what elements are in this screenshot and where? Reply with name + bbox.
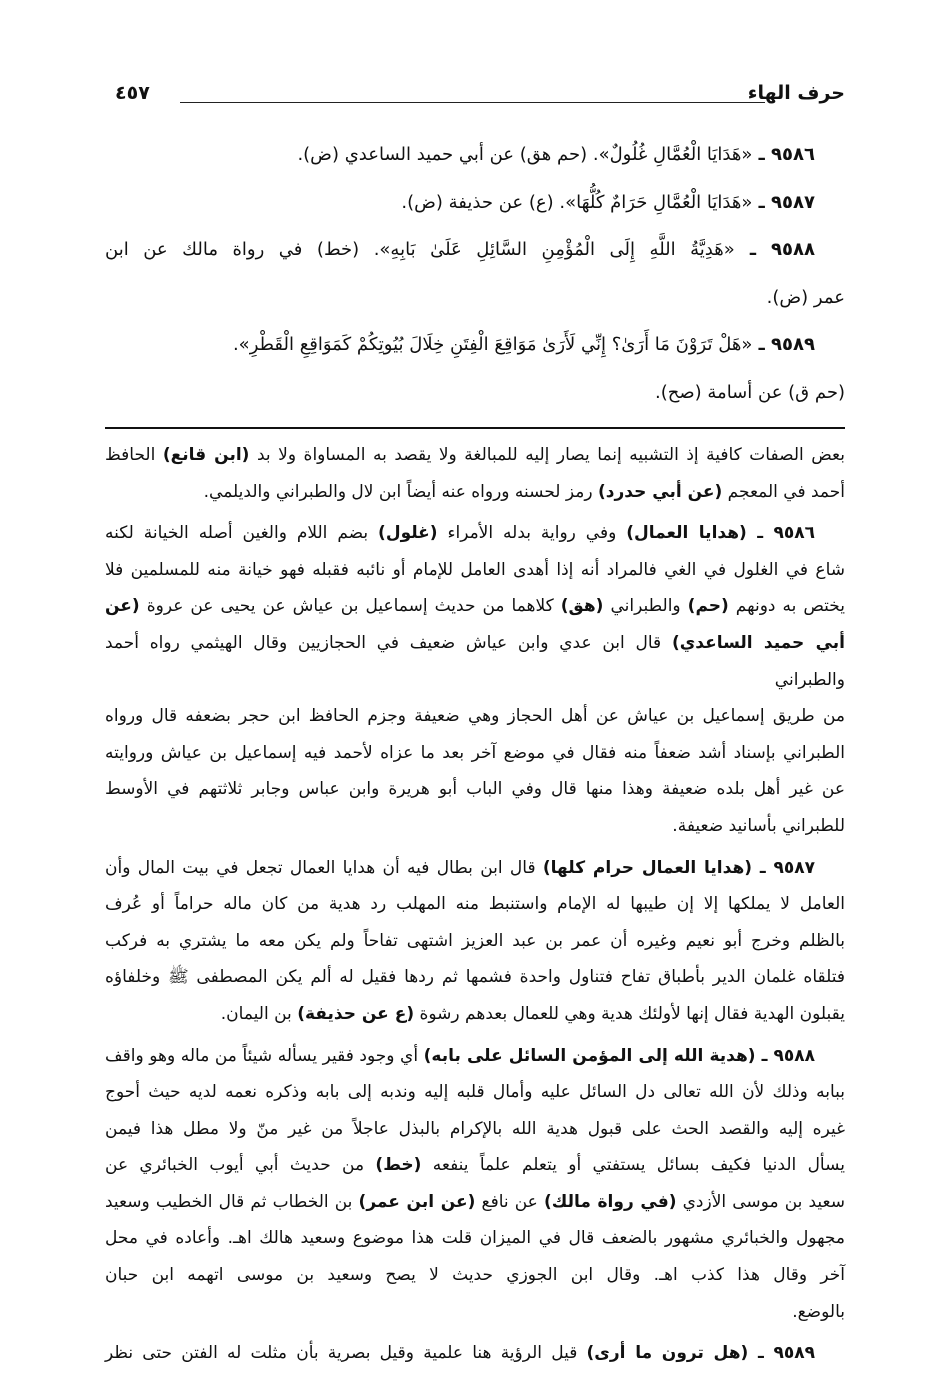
text-segment: عمر (ض). xyxy=(766,286,845,308)
text-line xyxy=(105,850,845,887)
text-segment: من حديث أبي أيوب الخبائري عن xyxy=(105,1155,376,1176)
text-segment: قيل الرؤية هنا علمية وقيل بصرية بأن مثلت له الفتن حتى نظر xyxy=(105,1343,587,1364)
text-segment: آخر وقال هذا كذب اهـ. وقال ابن الجوزي حديث لا يصح وسعيد بن موسى اتهمه ابن حبان xyxy=(105,1265,845,1286)
text-segment: بضم اللام والغين أصله الخيانة لكنه xyxy=(105,523,379,544)
text-segment: رمز لحسنه ورواه عنه أيضاً ابن لال والطبراني والديلمي. xyxy=(203,481,598,502)
text-segment: أحمد في المعجم xyxy=(722,481,845,502)
text-segment: شاع في الغلول في الغي فالمراد أنه إذا أهدى العامل للإمام أو نائبه فقبله فهو خيانة منه للمسلمين فلا xyxy=(105,559,845,580)
bold-text-segment: ٩٥٨٧ ـ xyxy=(752,191,815,213)
text-line xyxy=(105,1038,845,1075)
hadith-entry xyxy=(105,131,845,179)
text-line xyxy=(105,1294,845,1331)
commentary-paragraph xyxy=(105,515,845,844)
text-segment: مجهول والخبائري مشهور بالضعف قال في الميزان قلت هذا موضوع وسعيد هالك اهـ. وأعاده في محل xyxy=(105,1228,845,1249)
bold-text-segment: (ع عن حذيفة) xyxy=(297,1003,415,1024)
text-line xyxy=(105,179,845,227)
text-line xyxy=(105,588,845,625)
text-segment: ببابه وذلك لأن الله تعالى دل السائل عليه وأمال قلبه إليه وندبه إلى بابه وذكره نعمه لديه حيث أحوج xyxy=(105,1082,845,1103)
hadith-entry xyxy=(105,179,845,227)
commentary-paragraph xyxy=(105,1038,845,1331)
running-title: حرف الهاء xyxy=(747,82,845,104)
text-line xyxy=(105,131,845,179)
bold-text-segment: ٩٥٨٦ ـ (هدايا العمال) xyxy=(626,523,815,544)
text-segment: سعيد بن موسى الأزدي xyxy=(676,1191,845,1212)
commentary-section xyxy=(105,437,845,1372)
text-segment: يختص به دونهم xyxy=(728,596,846,617)
bold-text-segment: (عن ابن عمر) xyxy=(358,1191,476,1212)
text-segment: «هَلْ تَرَوْنَ مَا أَرَىٰ؟ إِنِّي لَأَرَىٰ مَوَاقِعَ الْفِتَنِ خِلَالَ بُيُوتِكُمْ كَمَوَاقِعِ الْقَطْرِ». xyxy=(232,334,753,355)
text-line xyxy=(105,437,845,474)
text-line xyxy=(105,771,845,808)
bold-text-segment: (حم) xyxy=(687,596,729,617)
bold-text-segment: (في رواة مالك) xyxy=(543,1191,677,1212)
text-segment: «هَدَايَا الْعُمَّالِ غُلُولٌ». (حم هق) عن أبي حميد الساعدي (ض). xyxy=(297,144,753,165)
bold-text-segment: ٩٥٨٧ ـ (هدايا العمال حرام كلها) xyxy=(542,857,815,878)
bold-text-segment: (ابن قانع) xyxy=(162,445,250,465)
text-line xyxy=(105,1074,845,1111)
text-line xyxy=(105,698,845,735)
text-line xyxy=(105,1335,845,1372)
text-segment: غيره إليه والقصد الحث على قبول هدية الله بالإكرام بالبذل عاجلاً من غير منّ ولا مطل هذا فيمن xyxy=(105,1118,845,1139)
text-line xyxy=(105,552,845,589)
text-segment: الحافظ xyxy=(105,445,163,465)
text-line xyxy=(105,625,845,698)
text-line xyxy=(105,474,845,511)
bold-text-segment: (عن xyxy=(105,596,140,617)
page-header xyxy=(105,82,845,112)
footnote-separator xyxy=(105,427,845,429)
text-line xyxy=(105,735,845,772)
bold-text-segment: ٩٥٨٩ ـ xyxy=(752,334,815,355)
text-segment: «هَدَايَا الْعُمَّالِ حَرَامٌ كُلُّهَا». (ع) عن حذيفة (ض). xyxy=(401,191,753,213)
text-line xyxy=(105,226,845,274)
text-line xyxy=(105,923,845,960)
text-line xyxy=(105,959,845,996)
bold-text-segment: ٩٥٨٩ ـ (هل ترون ما أرى) xyxy=(586,1343,815,1364)
text-segment: العامل لا يملكها إلا إن طيبها له الإمام واستنبط منه المهلب رد هدية من كان ماله حراماً أو عُرف xyxy=(105,894,845,915)
commentary-paragraph xyxy=(105,1335,845,1372)
text-segment: يسأل الدنيا فكيف بسائل يستفتي أو يتعلم علماً ينفعه xyxy=(421,1155,845,1176)
bold-text-segment: (عن أبي حدرد) xyxy=(598,481,723,502)
text-segment: عن نافع xyxy=(475,1191,544,1212)
bold-text-segment: (هق) xyxy=(560,596,604,617)
text-line xyxy=(105,515,845,552)
text-segment: بالوضع. xyxy=(792,1301,845,1322)
hadith-text-section xyxy=(105,131,845,416)
text-segment: بعض الصفات كافية إذ التشبيه إنما يصار إليه للمبالغة ولا يقصد به المساواة ولا بد xyxy=(249,445,845,465)
text-segment: بن الخطاب ثم قال الخطيب وسعيد xyxy=(105,1191,359,1212)
text-line xyxy=(105,321,845,369)
text-segment: للطبراني بأسانيد ضعيفة. xyxy=(672,815,845,836)
text-line xyxy=(105,996,845,1033)
text-line xyxy=(105,1257,845,1294)
text-segment: «هَدِيَّةُ اللَّهِ إِلَى الْمُؤْمِنِ السَّائِلِ عَلَىٰ بَابِهِ». (خط) في رواة مالك عن ابن xyxy=(105,239,735,260)
hadith-entry xyxy=(105,226,845,321)
commentary-paragraph xyxy=(105,437,845,510)
hadith-entry xyxy=(105,321,845,416)
text-line xyxy=(105,1147,845,1184)
text-segment: (حم ق) عن أسامة (صح). xyxy=(655,381,845,403)
text-segment: والطبراني xyxy=(603,596,688,617)
text-line xyxy=(105,1184,845,1221)
text-segment: يقبلون الهدية فقال إنها لأولئك هدية وهي للعمال بعدهم رشوة xyxy=(414,1003,845,1024)
text-line xyxy=(105,1111,845,1148)
text-line xyxy=(105,1220,845,1257)
bold-text-segment: ٩٥٨٦ ـ xyxy=(752,144,815,165)
text-segment: بالظلم وخرج أبو نعيم وغيره أن عمر بن عبد العزيز اشتهى تفاحاً ولم يكن معه ما يشتري به فركب xyxy=(105,930,845,951)
text-segment: فتلقاه غلمان الدير بأطباق تفاح فتناول واحدة فشمها ثم ردها فقيل له ألم يكن المصطفى ﷺ وخلفاؤه xyxy=(105,967,845,988)
text-segment: قال ابن بطال فيه أن هدايا العمال تجعل في بيت المال وأن xyxy=(105,857,543,878)
text-segment: وفي رواية بدله الأمراء xyxy=(437,523,627,544)
bold-text-segment: ٩٥٨٨ ـ (هدية الله إلى المؤمن السائل على بابه) xyxy=(423,1045,815,1066)
text-segment: عن غير أهل بلده ضعيفة وهذا منها قال وفي الباب أبو هريرة وابن عباس وجابر ثلاثتهم في الأوسط xyxy=(105,779,845,800)
bold-text-segment: (خط) xyxy=(375,1155,422,1176)
text-line xyxy=(105,274,845,322)
text-segment: الطبراني بإسناد أشد ضعفاً منه فقال في موضع آخر بعد ما عزاه لأحمد فيه إسماعيل بن عياش وروايته xyxy=(105,742,845,763)
text-segment: أي وجود فقير يسأله شيئاً من ماله وهو واقف xyxy=(105,1045,424,1066)
text-segment: من طريق إسماعيل بن عياش عن أهل الحجاز وهي ضعيفة وجزم الحافظ ابن حجر بضعفه قال ورواه xyxy=(105,706,845,727)
bold-text-segment: أبي حميد الساعدي) xyxy=(671,632,845,653)
text-line xyxy=(105,369,845,417)
page-number: ٤٥٧ xyxy=(115,82,150,104)
bold-text-segment: (غلول) xyxy=(378,523,438,544)
text-segment: قال ابن عدي وابن عياش ضعيف في الحجازيين وقال الهيثمي رواه أحمد والطبراني xyxy=(105,632,845,690)
text-segment: كلاهما من حديث إسماعيل بن عياش عن يحيى عن عروة xyxy=(139,596,561,617)
text-line xyxy=(105,886,845,923)
text-segment: بن اليمان. xyxy=(220,1003,298,1024)
page-body xyxy=(105,131,845,1372)
commentary-paragraph xyxy=(105,850,845,1033)
header-rule xyxy=(180,102,765,103)
text-line xyxy=(105,808,845,845)
bold-text-segment: ٩٥٨٨ ـ xyxy=(734,239,815,260)
